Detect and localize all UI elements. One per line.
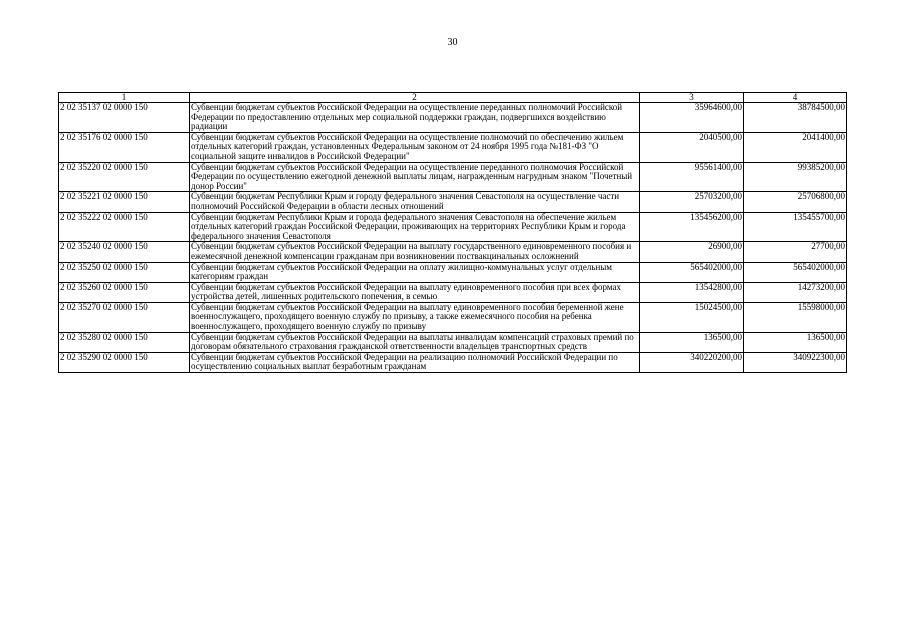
header-col-2: 2 bbox=[190, 93, 640, 103]
value-col-3-cell: 340220200,00 bbox=[640, 352, 744, 372]
value-col-3-cell: 2040500,00 bbox=[640, 132, 744, 162]
budget-code-cell: 2 02 35260 02 0000 150 bbox=[59, 282, 190, 302]
description-cell: Субвенции бюджетам Республики Крым и городу федерального значения Севастополя на осуществление части полномочий Российской Федерации в области лесных отношений bbox=[190, 192, 640, 212]
description-cell: Субвенции бюджетам субъектов Российской Федерации на выплату единовременного пособия при всех формах устройства детей, лишенных родительского попечения, в семью bbox=[190, 282, 640, 302]
value-col-3-cell: 95561400,00 bbox=[640, 162, 744, 192]
budget-code-cell: 2 02 35137 02 0000 150 bbox=[59, 103, 190, 133]
description-cell: Субвенции бюджетам субъектов Российской Федерации на осуществление полномочий по обеспечению жильем отдельных категорий граждан, установленных Федеральным законом от 24 ноября 1995 года №181-ФЗ "О социальной защите инвалидов в Российской Федерации" bbox=[190, 132, 640, 162]
value-col-4-cell: 27700,00 bbox=[744, 242, 847, 262]
budget-code-cell: 2 02 35221 02 0000 150 bbox=[59, 192, 190, 212]
description-cell: Субвенции бюджетам субъектов Российской Федерации на осуществление переданных полномочий Российской Федерации по предоставлению отдельных мер социальной поддержки граждан, подвергшихся воздействию радиации bbox=[190, 103, 640, 133]
value-col-3-cell: 565402000,00 bbox=[640, 262, 744, 282]
value-col-3-cell: 13542800,00 bbox=[640, 282, 744, 302]
description-cell: Субвенции бюджетам субъектов Российской Федерации на оплату жилищно-коммунальных услуг отдельным категориям граждан bbox=[190, 262, 640, 282]
value-col-4-cell: 565402000,00 bbox=[744, 262, 847, 282]
value-col-3-cell: 136500,00 bbox=[640, 332, 744, 352]
description-cell: Субвенции бюджетам субъектов Российской Федерации на реализацию полномочий Российской Федерации по осуществлению социальных выплат безработным гражданам bbox=[190, 352, 640, 372]
value-col-4-cell: 15598000,00 bbox=[744, 302, 847, 332]
value-col-4-cell: 2041400,00 bbox=[744, 132, 847, 162]
table-row bbox=[59, 332, 847, 352]
table-row bbox=[59, 302, 847, 332]
description-cell: Субвенции бюджетам субъектов Российской Федерации на выплату единовременного пособия беременной жене военнослужащего, проходящего военную службу по призыву, а также ежемесячного пособия на ребенка военнослужащего, проходящего военную службу по призыву bbox=[190, 302, 640, 332]
budget-code-cell: 2 02 35220 02 0000 150 bbox=[59, 162, 190, 192]
value-col-4-cell: 14273200,00 bbox=[744, 282, 847, 302]
page-number: 30 bbox=[447, 37, 458, 48]
table-row bbox=[59, 352, 847, 372]
value-col-4-cell: 136500,00 bbox=[744, 332, 847, 352]
table-row bbox=[59, 282, 847, 302]
table-row bbox=[59, 242, 847, 262]
description-cell: Субвенции бюджетам Республики Крым и города федерального значения Севастополя на обеспечение жильем отдельных категорий граждан Российской Федерации, проживающих на территориях Республики Крым и города федерального значения Севастополя bbox=[190, 212, 640, 242]
table-row bbox=[59, 192, 847, 212]
budget-table bbox=[58, 92, 847, 373]
table-header-row bbox=[59, 93, 847, 103]
value-col-3-cell: 35964600,00 bbox=[640, 103, 744, 133]
value-col-4-cell: 25706800,00 bbox=[744, 192, 847, 212]
table-row bbox=[59, 132, 847, 162]
budget-code-cell: 2 02 35290 02 0000 150 bbox=[59, 352, 190, 372]
value-col-4-cell: 99385200,00 bbox=[744, 162, 847, 192]
budget-code-cell: 2 02 35176 02 0000 150 bbox=[59, 132, 190, 162]
budget-code-cell: 2 02 35270 02 0000 150 bbox=[59, 302, 190, 332]
value-col-4-cell: 340922300,00 bbox=[744, 352, 847, 372]
table-row bbox=[59, 162, 847, 192]
budget-code-cell: 2 02 35222 02 0000 150 bbox=[59, 212, 190, 242]
description-cell: Субвенции бюджетам субъектов Российской Федерации на осуществление переданного полномочия Российской Федерации по осуществлению ежегодной денежной выплаты лицам, награжденным нагрудным знаком "Почетный донор России" bbox=[190, 162, 640, 192]
header-col-1: 1 bbox=[59, 93, 190, 103]
description-cell: Субвенции бюджетам субъектов Российской Федерации на выплату государственного единовременного пособия и ежемесячной денежной компенсации гражданам при возникновении поствакцинальных осложнений bbox=[190, 242, 640, 262]
table-row bbox=[59, 262, 847, 282]
header-col-3: 3 bbox=[640, 93, 744, 103]
value-col-4-cell: 38784500,00 bbox=[744, 103, 847, 133]
value-col-4-cell: 135455700,00 bbox=[744, 212, 847, 242]
table-row bbox=[59, 212, 847, 242]
table-row bbox=[59, 103, 847, 133]
budget-code-cell: 2 02 35240 02 0000 150 bbox=[59, 242, 190, 262]
header-col-4: 4 bbox=[744, 93, 847, 103]
value-col-3-cell: 26900,00 bbox=[640, 242, 744, 262]
budget-code-cell: 2 02 35280 02 0000 150 bbox=[59, 332, 190, 352]
budget-code-cell: 2 02 35250 02 0000 150 bbox=[59, 262, 190, 282]
value-col-3-cell: 135456200,00 bbox=[640, 212, 744, 242]
value-col-3-cell: 15024500,00 bbox=[640, 302, 744, 332]
value-col-3-cell: 25703200,00 bbox=[640, 192, 744, 212]
description-cell: Субвенции бюджетам субъектов Российской Федерации на выплаты инвалидам компенсаций страховых премий по договорам обязательного страхования гражданской ответственности владельцев транспортных средств bbox=[190, 332, 640, 352]
